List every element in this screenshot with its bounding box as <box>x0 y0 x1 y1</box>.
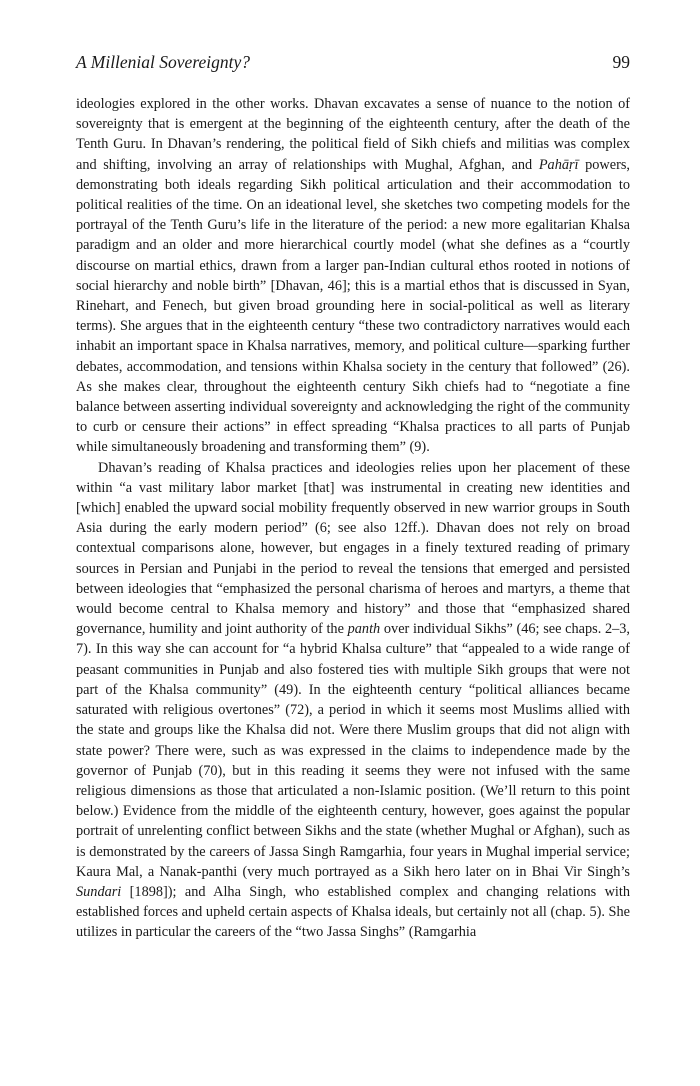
paragraph-2 <box>76 458 630 943</box>
text-run: ideologies explored in the other works. Dhavan excavates a sense of nuance to the notion of sovereignty that is emergent at the beginning of the eighteenth century, after the death of the Tenth Guru. In Dhavan’s rendering, the political field of Sikh chiefs and militias was complex and shifting, involving an array of relationships with Mughal, Afghan, and <box>76 96 630 173</box>
page-number: 99 <box>612 52 630 72</box>
body-text <box>76 94 630 943</box>
running-head <box>76 50 630 74</box>
italic-term-panth: panth <box>347 621 381 638</box>
paragraph-1 <box>76 94 630 458</box>
text-run: [1898]); and Alha Singh, who established complex and changing relations with established forces and upheld certain aspects of Khalsa ideals, but certainly not all (chap. 5). She utilizes in particular the careers of the “two Jassa Singhs” (Ramgarhia <box>76 883 630 941</box>
running-title: A Millenial Sovereignty? <box>76 52 250 72</box>
italic-term-pahari: Pahāṛī <box>538 156 579 173</box>
text-run: over individual Sikhs” (46; see chaps. 2–3, 7). In this way she can account for “a hybrid Khalsa culture” that “appealed to a wide range of peasant communities in Punjab and also fostered ties with multiple Sikh groups that were not part of the Khalsa community” (49). In the eighteenth century “political alliances became saturated with religious overtones” (72), a period in which it seems most Muslims allied with the state and groups like the Khalsa did not. Were there Muslim groups that did not align with state power? There were, such as was expressed in the claims to independence made by the governor of Punjab (70), but in this reading it seems they were not infused with the same religious dimensions as those that articulated a non-Islamic position. (We’ll return to this point below.) Evidence from the middle of the eighteenth century, however, goes against the popular portrait of unrelenting conflict between Sikhs and the state (whether Mughal or Afghan), such as is demonstrated by the careers of Jassa Singh Ramgarhia, four years in Mughal imperial service; Kaura Mal, a Nanak-panthi (very much portrayed as a Sikh hero later on in Bhai Vir Singh’s <box>76 621 630 880</box>
text-run: powers, demonstrating both ideals regarding Sikh political articulation and their accommodation to political realities of the time. On an ideational level, she sketches two competing models for the portrayal of the Tenth Guru’s life in the literature of the period: a new more egalitarian Khalsa paradigm and an older and more hierarchical courtly model (what she defines as a “courtly discourse on martial ethics, drawn from a larger pan-Indian cultural ethos rooted in notions of social hierarchy and noble birth” [Dhavan, 46]; this is a martial ethos that is discussed in Syan, Rinehart, and Fenech, but given broad grounding here in social-political as well as literary terms). She argues that in the eighteenth century “these two contradictory narratives would each inhabit an important space in Khalsa narratives, memory, and political culture—sparking further debates, accommodation, and tensions within Khalsa society in the century that followed” (26). As she makes clear, throughout the eighteenth century Sikh chiefs had to “negotiate a fine balance between asserting individual sovereignty and acknowledging the right of the community to curb or censure their actions” in effect spreading “Khalsa practices to all parts of Punjab while simultaneously broadening and transforming them” (9). <box>76 156 630 456</box>
text-run: Dhavan’s reading of Khalsa practices and ideologies relies upon her placement of these within “a vast military labor market [that] was instrumental in creating new identities and [which] enabled the upward social mobility frequently observed in new warrior groups in South Asia during the early modern period” (6; see also 12ff.). Dhavan does not rely on broad contextual comparisons alone, however, but engages in a finely textured reading of primary sources in Persian and Punjabi in the period to reveal the tensions that emerged and persisted between ideologies that “emphasized the personal charisma of heroes and martyrs, a theme that would become central to Khalsa memory and history” and those that “emphasized shared governance, humility and joint authority of the <box>76 459 630 638</box>
italic-title-sundari: Sundari <box>76 883 122 900</box>
